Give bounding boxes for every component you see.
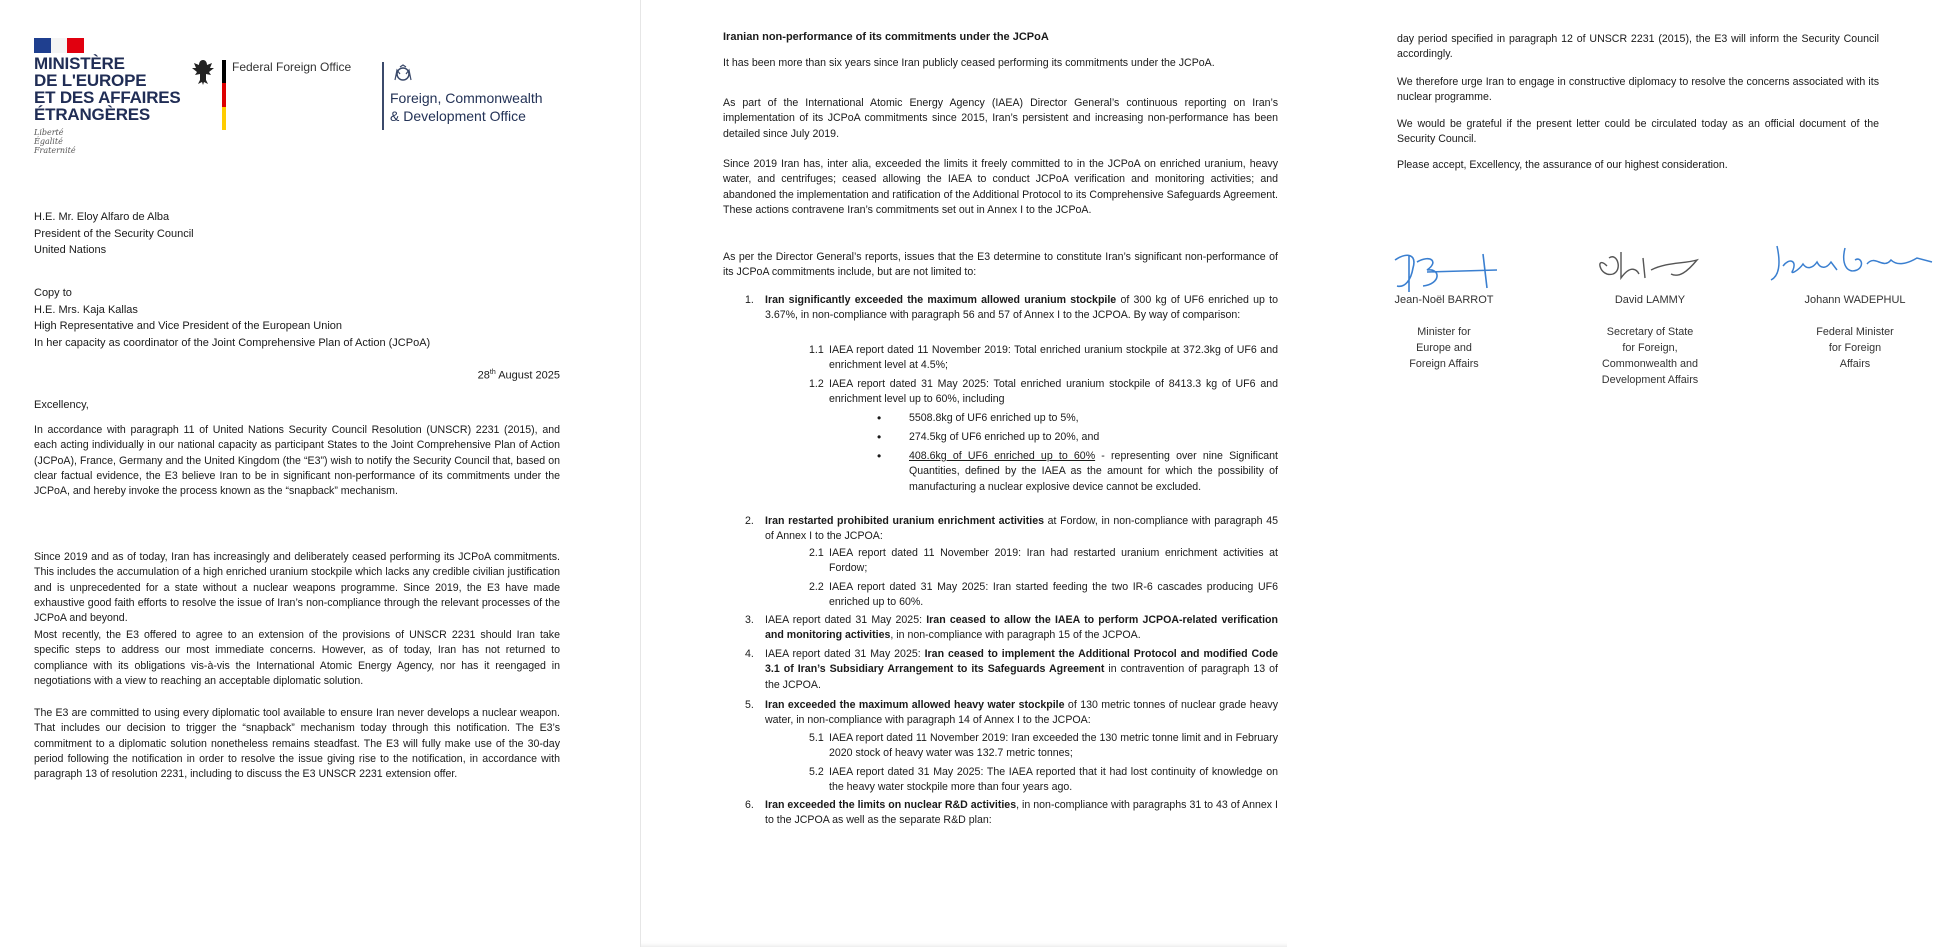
signatory-name: Johann WADEPHUL: [1804, 294, 1906, 306]
signature-wadephul: [1767, 240, 1937, 288]
page3-paragraph-3: We would be grateful if the present letter could be circulated today as an official document of the Security Council.: [1397, 118, 1879, 146]
recipient-address: H.E. Mr. Eloy Alfaro de Alba President of the Security Council United Nations: [34, 211, 194, 256]
french-ministry-logo: [34, 38, 199, 155]
list-item: IAEA report dated 11 November 2019: Iran exceeded the 130 metric tonne limit and in February 2020 stock of heavy water was 132.7 metric tonnes;: [829, 732, 1278, 760]
subitem-number: 1.2: [809, 378, 824, 390]
bullet-item: 274.5kg of UF6 enriched up to 20%, and: [909, 431, 1100, 443]
letter-page-2: [640, 0, 1288, 947]
list-item: IAEA report dated 31 May 2025: Iran ceased to allow the IAEA to perform JCPOA-related verification and monitoring activities, in non-compliance with paragraph 15 of the JCPOA.: [765, 614, 1278, 642]
list-item: Iran restarted prohibited uranium enrichment activities at Fordow, in non-compliance with paragraph 45 of Annex I to the JCPOA:: [765, 515, 1278, 543]
page1-paragraph-1: In accordance with paragraph 11 of United Nations Security Council Resolution (UNSCR) 2231 (2015), and each acting individually in our national capacity as participant States to the Joint Comprehensive Plan of Action (JCPoA), France, Germany and the United Kingdom (the “E3”) wish to notify the Security Council that, based on clear factual evidence, the E3 believe Iran to be in significant non-performance of its commitments under the JCPoA, and hereby invoke the process known as the “snapback” mechanism.: [34, 424, 560, 498]
list-item: IAEA report dated 11 November 2019: Total enriched uranium stockpile at 372.3kg of UF6 and enrichment level at 4.5%;: [829, 344, 1278, 372]
uk-office-divider: [382, 62, 384, 130]
signatory-title: Federal Minister for Foreign Affairs: [1816, 326, 1894, 370]
signature-barrot: [1387, 248, 1512, 300]
page3-paragraph-2: We therefore urge Iran to engage in constructive diplomacy to resolve the concerns associated with its nuclear programme.: [1397, 76, 1879, 104]
subitem-number: 5.1: [809, 732, 824, 744]
bullet-icon: •: [877, 430, 882, 444]
item-number: 1.: [745, 294, 754, 306]
german-colors-bar: [222, 60, 226, 130]
signatory-name: David LAMMY: [1614, 294, 1686, 306]
letter-page-3: [1287, 0, 1949, 947]
page1-paragraph-3: Most recently, the E3 offered to agree to an extension of the provisions of UNSCR 2231 should Iran take specific steps to address our most immediate concerns. However, as of today, Iran has not returned to compliance with its obligations vis-à-vis the International Atomic Energy Agency, nor has it reengaged in negotiations with a view to reaching an acceptable diplomatic solution.: [34, 629, 560, 687]
bullet-icon: •: [877, 411, 882, 425]
list-item: Iran exceeded the limits on nuclear R&D activities, in non-compliance with paragraphs 31 to 43 of Annex I to the JCPOA as well as the separate R&D plan:: [765, 799, 1278, 827]
page2-paragraph-4: As per the Director General’s reports, issues that the E3 determine to constitute Iran’s significant non-performance of its JCPoA commitments include, but are not limited to:: [723, 251, 1278, 279]
subitem-number: 2.2: [809, 581, 824, 593]
page2-paragraph-2: As part of the International Atomic Energy Agency (IAEA) Director General’s continuous reporting on Iran’s implementation of its JCPoA commitments since 2015, Iran’s persistent and increasing non-performance has been detailed since July 2019.: [723, 97, 1278, 140]
letter-date: 28th August 2025: [477, 369, 560, 382]
list-item: IAEA report dated 11 November 2019: Iran had restarted uranium enrichment activities at Fordow;: [829, 547, 1278, 575]
uk-royal-crest-icon: [392, 64, 414, 89]
french-motto: Liberté Égalité Fraternité: [34, 128, 76, 155]
copy-to-block: Copy to H.E. Mrs. Kaja Kallas High Representative and Vice President of the European Union In her capacity as coordinator of the Joint Comprehensive Plan of Action (JCPoA): [34, 287, 431, 349]
page2-paragraph-1: It has been more than six years since Iran publicly ceased performing its commitments under the JCPoA.: [723, 57, 1215, 69]
french-flag-icon: [34, 38, 84, 53]
list-item: IAEA report dated 31 May 2025: The IAEA reported that it had lost continuity of knowledge on the heavy water stockpile more than four years ago.: [829, 766, 1278, 794]
page2-paragraph-3: Since 2019 Iran has, inter alia, exceeded the limits it freely committed to in the JCPoA on enriched uranium, heavy water, and centrifuges; ceased allowing the IAEA to conduct JCPoA verification and monitoring activities; and abandoned the implementation and ratification of the Additional Protocol to its Comprehensive Safeguards Agreement. These actions contravene Iran’s commitments set out in Annex I to the JCPoA.: [723, 158, 1278, 216]
list-item: Iran exceeded the maximum allowed heavy water stockpile of 130 metric tonnes of nuclear grade heavy water, in non-compliance with paragraph 14 of Annex I to the JCPOA:: [765, 699, 1278, 727]
item-number: 3.: [745, 614, 754, 626]
section-heading: Iranian non-performance of its commitments under the JCPoA: [723, 31, 1049, 43]
german-eagle-icon: [190, 58, 216, 92]
item-number: 4.: [745, 648, 754, 660]
list-item: IAEA report dated 31 May 2025: Iran ceased to implement the Additional Protocol and modified Code 3.1 of Iran’s Subsidiary Arrangement to its Safeguards Agreement in contravention of paragraph 13 of the JCPOA.: [765, 648, 1278, 691]
list-item: IAEA report dated 31 May 2025: Iran started feeding the two IR-6 cascades producing UF6 enriched up to 60%.: [829, 581, 1278, 609]
page3-paragraph-4: Please accept, Excellency, the assurance of our highest consideration.: [1397, 159, 1728, 171]
bullet-item: 408.6kg of UF6 enriched up to 60% - representing over nine Significant Quantities, defined by the IAEA as the amount for which the possibility of manufacturing a nuclear explosive device cannot be excluded.: [909, 450, 1278, 493]
subitem-number: 2.1: [809, 547, 824, 559]
subitem-number: 5.2: [809, 766, 824, 778]
item-number: 5.: [745, 699, 754, 711]
item-number: 6.: [745, 799, 754, 811]
subitem-number: 1.1: [809, 344, 824, 356]
uk-office-name: Foreign, Commonwealth & Development Office: [390, 90, 543, 124]
bullet-icon: •: [877, 449, 882, 463]
signature-lammy: [1587, 244, 1712, 292]
german-office-name: Federal Foreign Office: [232, 60, 352, 74]
page1-paragraph-4: The E3 are committed to using every diplomatic tool available to ensure Iran never develops a nuclear weapon. That includes our decision to trigger the “snapback” mechanism today through this notification. The E3’s commitment to a diplomatic solution nonetheless remains steadfast. The E3 will fully make use of the 30-day period following the notification in order to resolve the issue giving rise to the notification, in accordance with paragraph 13 of resolution 2231, including to discuss the E3 UNSCR 2231 extension offer.: [34, 707, 560, 781]
signatory-name: Jean-Noël BARROT: [1394, 294, 1494, 306]
salutation: Excellency,: [34, 399, 89, 411]
item-number: 2.: [745, 515, 754, 527]
signatory-title: Secretary of State for Foreign, Commonwealth and Development Affairs: [1601, 326, 1699, 386]
signatory-title: Minister for Europe and Foreign Affairs: [1409, 326, 1479, 370]
letter-page-1: [0, 0, 640, 947]
page3-paragraph-1: day period specified in paragraph 12 of UNSCR 2231 (2015), the E3 will inform the Security Council accordingly.: [1397, 33, 1879, 61]
page1-paragraph-2: Since 2019 and as of today, Iran has increasingly and deliberately ceased performing its JCPoA commitments. This includes the accumulation of a high enriched uranium stockpile which lacks any credible civilian justification and is unprecedented for a state without a nuclear weapons programme. Since 2019, the E3 have made exhaustive good faith efforts to resolve the issue of Iran’s non-compliance through the relevant processes of the JCPoA and beyond.: [34, 551, 560, 625]
list-item: IAEA report dated 31 May 2025: Total enriched uranium stockpile of 8413.3 kg of UF6 and enrichment level up to 60%, including: [829, 378, 1278, 406]
list-item: Iran significantly exceeded the maximum allowed uranium stockpile of 300 kg of UF6 enriched up to 3.67%, in non-compliance with paragraph 56 and 57 of Annex I to the JCPOA. By way of comparison:: [765, 294, 1279, 322]
bullet-item: 5508.8kg of UF6 enriched up to 5%,: [909, 412, 1079, 424]
french-ministry-name: MINISTÈRE DE L'EUROPE ET DES AFFAIRES ÉTRANGÈRES: [34, 54, 181, 124]
